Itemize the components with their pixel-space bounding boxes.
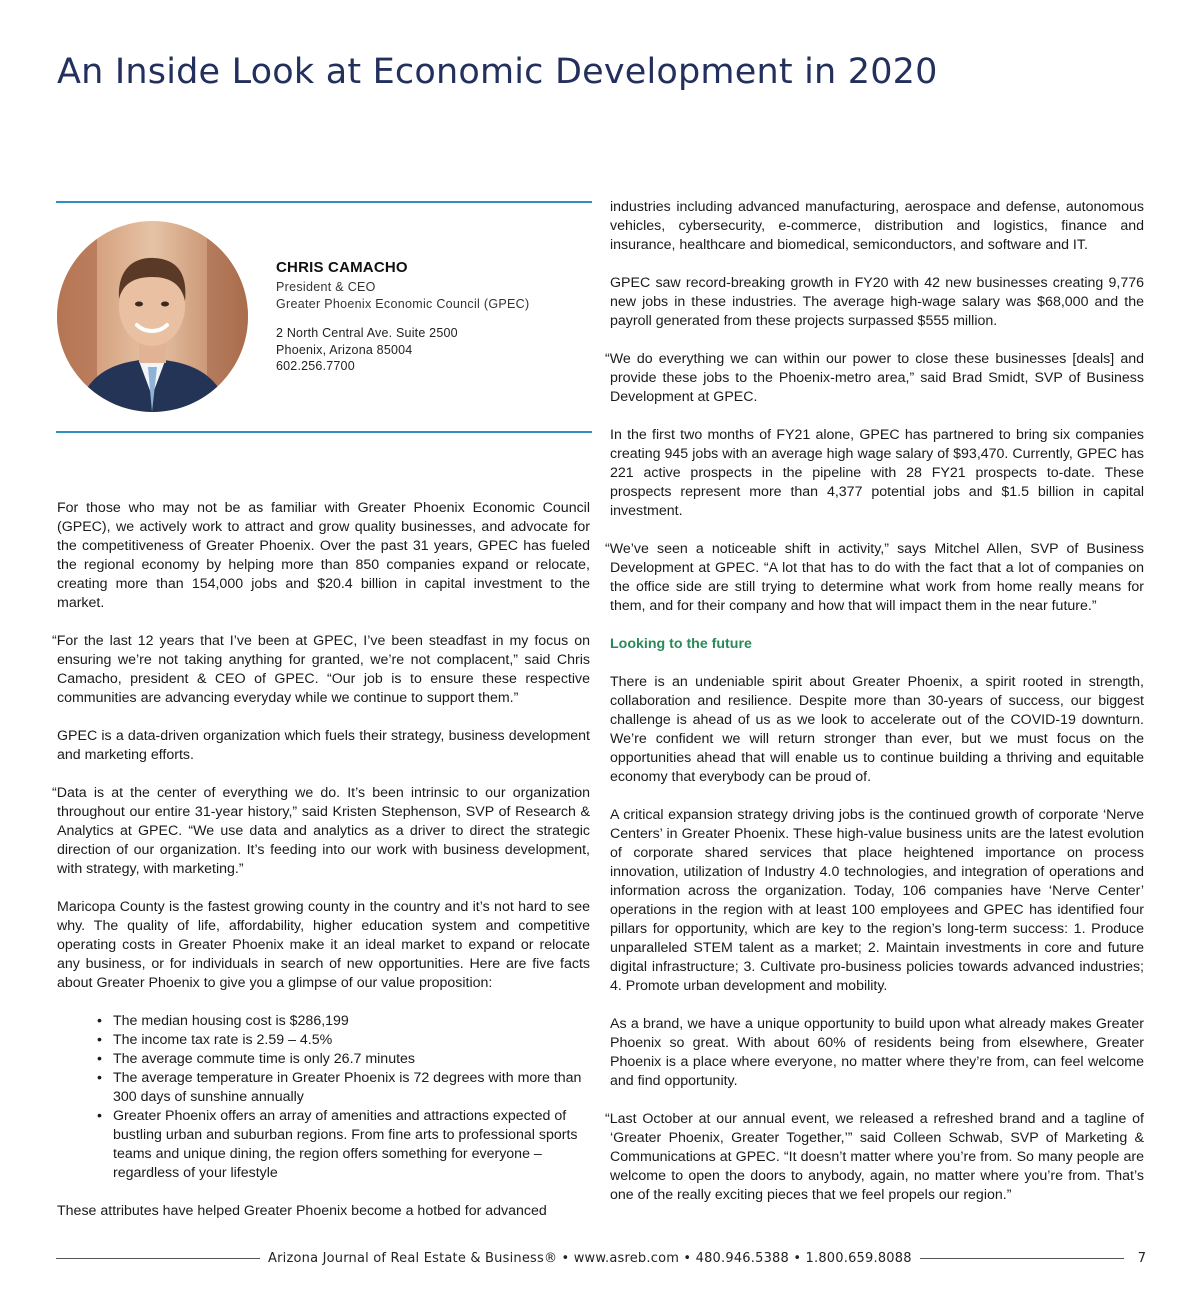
profile-phone: 602.256.7700 [276,359,355,373]
paragraph: In the first two months of FY21 alone, GPEC has partnered to bring six companies creating 945 jobs with an average high wage salary of $93,470. Currently, GPEC has 221 active prospects in the pipeline with 28 FY21 prospects to-date. These prospects represent more than 4,377 potential jobs and $1.5 billion in capital investment. [610,427,1144,519]
list-item: • The average commute time is only 26.7 minutes [97,1050,590,1069]
quote-paragraph: “Last October at our annual event, we released a refreshed brand and a tagline of ‘Greater Phoenix, Greater Together,’” said Colleen Schwab, SVP of Marketing & Communications at GPEC. “It doesn’t matter where you’re from. So many people are welcome to open the doors to anybody, again, no matter where you’re from. That’s one of the really exciting pieces that we feel propels our region.” [605,1111,1144,1203]
paragraph: A critical expansion strategy driving jobs is the continued growth of corporate ‘Nerve Centers’ in Greater Phoenix. These high-value business units are the latest evolution of corporate shared services that place heightened importance on process innovation, utilization of Industry 4.0 technologies, and integration of operations and information across the organization. Today, 106 companies have ‘Nerve Center’ operations in the region with at least 100 employees and GPEC has identified four pillars for opportunity, which are key to the region’s long-term success: 1. Produce unparalleled STEM talent as a market; 2. Maintain investments in core and future digital infrastructure; 3. Cultivate pro-business policies towards advanced industries; 4. Promote urban development and mobility. [610,807,1144,994]
avatar [57,221,248,412]
list-item: • The average temperature in Greater Phoenix is 72 degrees with more than 300 days of sunshine annually [97,1069,590,1107]
profile-name: CHRIS CAMACHO [276,259,408,276]
paragraph: As a brand, we have a unique opportunity to build upon what already makes Greater Phoenix so great. With about 60% of residents being from elsewhere, Greater Phoenix is a place where everyone, no matter where they’re from, can feel welcome and find opportunity. [610,1016,1144,1089]
paragraph: GPEC saw record-breaking growth in FY20 with 42 new businesses creating 9,776 new jobs in these industries. The average high-wage salary was $68,000 and the payroll generated from these projects surpassed $555 million. [610,275,1144,329]
paragraph: industries including advanced manufacturing, aerospace and defense, autonomous vehicles, cybersecurity, e-commerce, distribution and logistics, finance and insurance, healthcare and biomedical, semiconductors, and software and IT. [610,199,1144,253]
page-number: 7 [1137,1250,1146,1266]
paragraph: GPEC is a data-driven organization which fuels their strategy, business development and marketing efforts. [57,728,590,763]
quote-paragraph: “Data is at the center of everything we do. It’s been intrinsic to our organization throughout our entire 31-year history,” said Kristen Stephenson, SVP of Research & Analytics at GPEC. “We use data and analytics as a driver to direct the strategic direction of our organization. It’s feeding into our work with business development, with strategy, with marketing.” [52,785,590,877]
quote-paragraph: “We do everything we can within our power to close these businesses [deals] and provide these jobs to the Phoenix-metro area,” said Brad Smidt, SVP of Business Development at GPEC. [605,351,1144,405]
footer-rule-right [920,1258,1124,1259]
address-line-2: Phoenix, Arizona 85004 [276,342,413,357]
page-title: An Inside Look at Economic Development in 2020 [57,52,938,92]
footer-text: Arizona Journal of Real Estate & Business® • www.asreb.com • 480.946.5388 • 1.800.659.8088 [268,1250,912,1266]
profile-title: President & CEO [276,280,376,294]
address-line-1: 2 North Central Ave. Suite 2500 [276,326,458,340]
profile-role [276,279,586,313]
quote-paragraph: “We’ve seen a noticeable shift in activity,” says Mitchel Allen, SVP of Business Development at GPEC. “A lot that has to do with the fact that a lot of companies on the office side are still trying to determine what work from home really means for them, and for their company and how that will impact them in the near future.” [605,541,1144,614]
profile-address [276,325,586,375]
profile-organization: Greater Phoenix Economic Council (GPEC) [276,297,530,311]
section-heading: Looking to the future [610,636,752,652]
left-column [52,499,590,1240]
list-item: • The median housing cost is $286,199 [97,1012,590,1031]
paragraph: There is an undeniable spirit about Greater Phoenix, a spirit rooted in strength, collaboration and resilience. Despite more than 30-years of success, our biggest challenge is ahead of us as we look to accelerate out of the COVID-19 downturn. We’re confident we will return stronger than ever, but we must focus on the opportunities ahead that will enable us to continue building a thriving and equitable economy that everybody can be proud of. [610,674,1144,785]
quote-paragraph: “For the last 12 years that I’ve been at GPEC, I’ve been steadfast in my focus on ensuring we’re not taking anything for granted, we’re not complacent,” said Chris Camacho, president & CEO of GPEC. “Our job is to ensure these respective communities are advancing everyday while we continue to support them.” [52,633,590,706]
paragraph: For those who may not be as familiar with Greater Phoenix Economic Council (GPEC), we actively work to attract and grow quality businesses, and advocate for the competitiveness of Greater Phoenix. Over the past 31 years, GPEC has fueled the regional economy by helping more than 850 companies expand or relocate, creating more than 154,000 jobs and $20.4 billion in capital investment to the market. [57,500,590,611]
list-item: • Greater Phoenix offers an array of amenities and attractions expected of bustling urban and suburban regions. From fine arts to professional sports teams and unique dining, the region offers something for everyone – regardless of your lifestyle [97,1107,590,1183]
paragraph: These attributes have helped Greater Phoenix become a hotbed for advanced [57,1203,547,1219]
footer-rule-left [56,1258,260,1259]
profile-card [276,259,586,375]
facts-list [97,1012,590,1183]
right-column [605,198,1144,1224]
list-item: • The income tax rate is 2.59 – 4.5% [97,1031,590,1050]
profile-top-rule [56,201,592,203]
profile-bottom-rule [56,431,592,433]
portrait-photo-icon [57,221,248,412]
page-footer [56,1247,1146,1269]
paragraph: Maricopa County is the fastest growing county in the country and it’s not hard to see why. The quality of life, affordability, higher education system and competitive operating costs in Greater Phoenix make it an ideal market to expand or relocate any business, or for individuals in search of new opportunities. Here are five facts about Greater Phoenix to give you a glimpse of our value proposition: [57,899,590,991]
